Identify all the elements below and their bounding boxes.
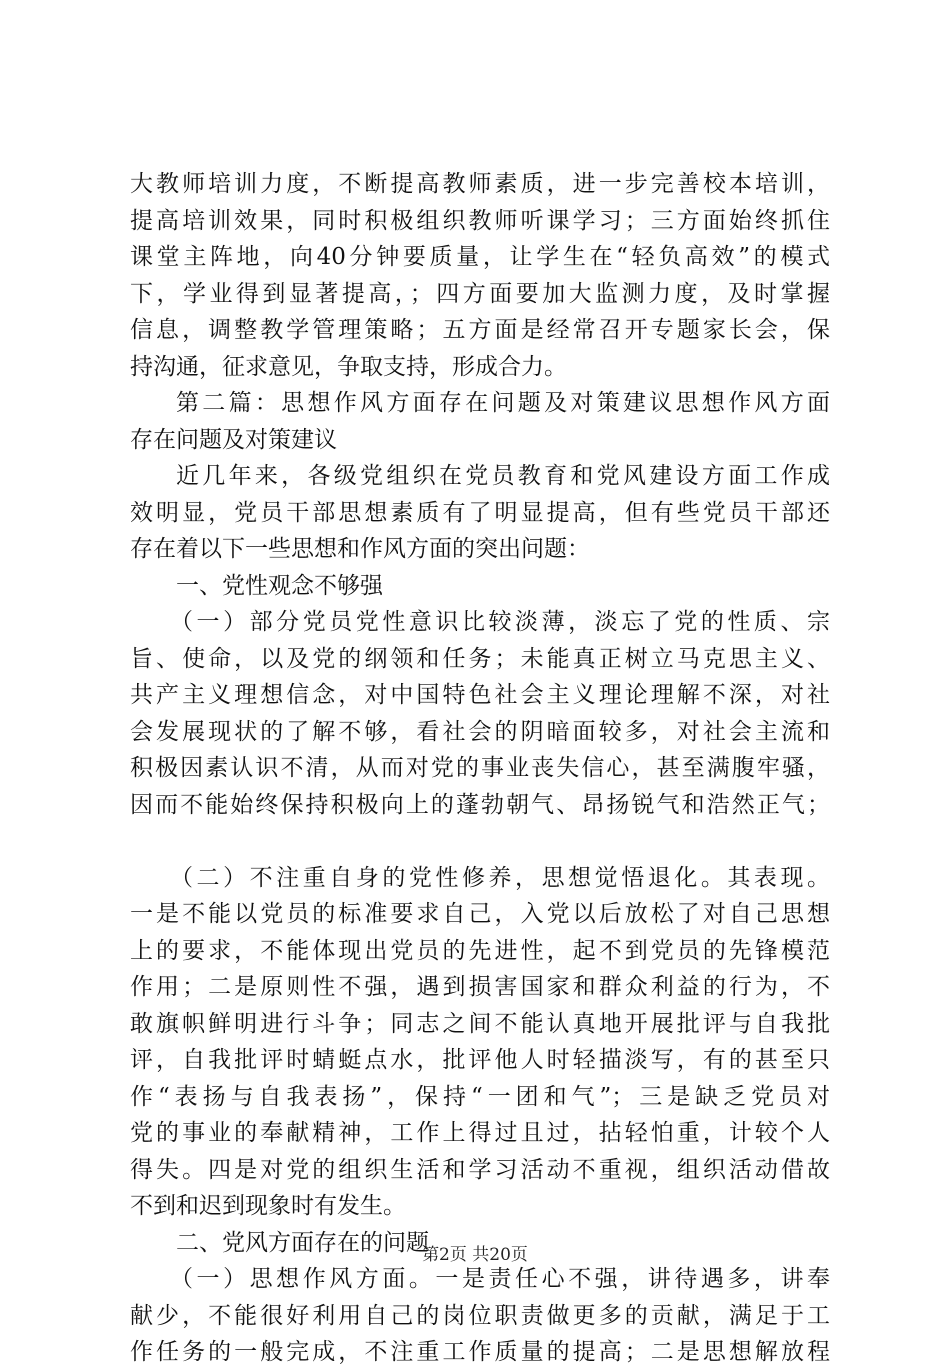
text-line: 课堂主阵地，向40分钟要质量，让学生在“轻负高效”的模式 xyxy=(130,244,830,270)
text-line: 提高培训效果，同时积极组织教师听课学习；三方面始终抓住 xyxy=(130,207,830,234)
text-line: 不到和迟到现象时有发生。 xyxy=(130,1193,406,1219)
section-heading-continued: 存在问题及对策建议 xyxy=(130,426,337,453)
text-line: 大教师培训力度，不断提高教师素质，进一步完善校本培训， xyxy=(130,171,830,197)
subsection-heading: 二、党风方面存在的问题 xyxy=(176,1229,429,1256)
subsection-heading: 一、党性观念不够强 xyxy=(176,572,383,599)
text-line: 信息，调整教学管理策略；五方面是经常召开专题家长会，保 xyxy=(130,317,830,343)
text-line: 效明显，党员干部思想素质有了明显提高，但有些党员干部还 xyxy=(130,499,830,526)
text-line: 共产主义理想信念，对中国特色社会主义理论理解不深，对社 xyxy=(130,682,830,708)
text-line: 得失。四是对党的组织生活和学习活动不重视，组织活动借故 xyxy=(130,1156,830,1183)
text-line: 下，学业得到显著提高，；四方面要加大监测力度，及时掌握 xyxy=(130,280,830,307)
text-line: 献少，不能很好利用自己的岗位职责做更多的贡献，满足于工 xyxy=(130,1302,830,1329)
text-line: 存在着以下一些思想和作风方面的突出问题： xyxy=(130,536,590,562)
text-line: 上的要求，不能体现出党员的先进性，起不到党员的先锋模范 xyxy=(130,937,830,964)
document-body xyxy=(130,166,830,1371)
section-heading: 第二篇：思想作风方面存在问题及对策建议思想作风方面 xyxy=(176,390,830,416)
text-line: 旨、使命，以及党的纲领和任务；未能真正树立马克思主义、 xyxy=(130,645,830,672)
text-line: 作任务的一般完成，不注重工作质量的提高；二是思想解放程 xyxy=(130,1339,830,1365)
page-number-footer: 第2页 共20页 xyxy=(422,1245,528,1265)
text-line: 敢旗帜鲜明进行斗争；同志之间不能认真地开展批评与自我批 xyxy=(130,1010,830,1037)
text-line: 因而不能始终保持积极向上的蓬勃朝气、昂扬锐气和浩然正气； xyxy=(130,791,830,818)
text-line: （一）思想作风方面。一是责任心不强，讲待遇多，讲奉 xyxy=(170,1266,830,1292)
text-line: 作“表扬与自我表扬”，保持“一团和气”；三是缺乏党员对 xyxy=(130,1083,830,1110)
blank-line xyxy=(130,823,830,860)
text-line: 作用；二是原则性不强，遇到损害国家和群众利益的行为，不 xyxy=(130,974,830,1000)
text-line: 会发展现状的了解不够，看社会的阴暗面较多，对社会主流和 xyxy=(130,718,830,745)
text-line: 积极因素认识不清，从而对党的事业丧失信心，甚至满腹牢骚， xyxy=(130,755,830,781)
text-line: 持沟通，征求意见，争取支持，形成合力。 xyxy=(130,353,567,380)
text-line: （一）部分党员党性意识比较淡薄，淡忘了党的性质、宗 xyxy=(170,609,830,635)
text-line: 一是不能以党员的标准要求自己，入党以后放松了对自己思想 xyxy=(130,901,830,927)
text-line: 评，自我批评时蜻蜓点水，批评他人时轻描淡写，有的甚至只 xyxy=(130,1047,830,1073)
text-line: 近几年来，各级党组织在党员教育和党风建设方面工作成 xyxy=(176,463,830,489)
text-line: 党的事业的奉献精神，工作上得过且过，拈轻怕重，计较个人 xyxy=(130,1120,830,1146)
text-line: （二）不注重自身的党性修养，思想觉悟退化。其表现。 xyxy=(170,864,830,891)
